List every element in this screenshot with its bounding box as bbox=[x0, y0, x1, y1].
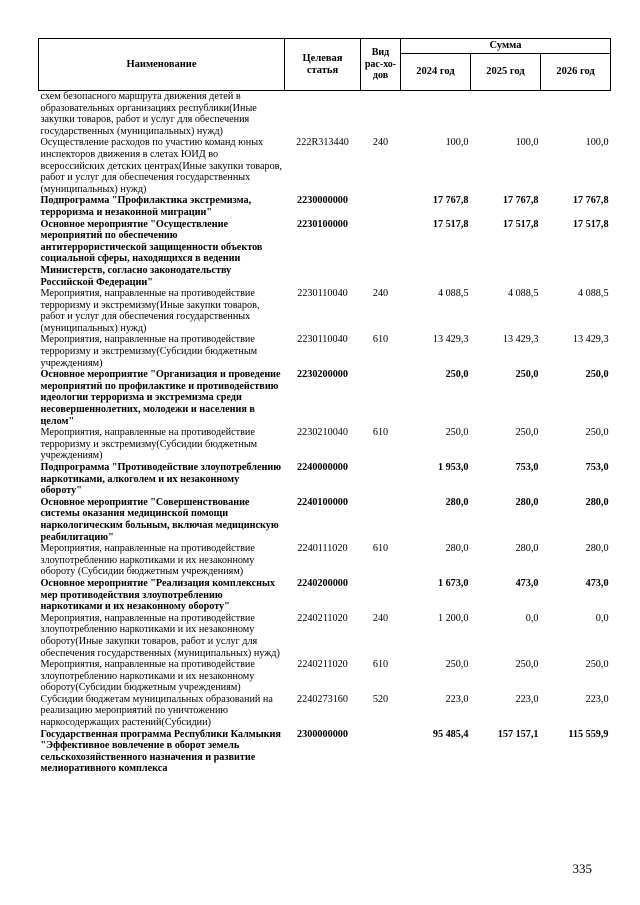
header-target: Целевая статья bbox=[285, 39, 361, 91]
row-value-2025: 280,0 bbox=[515, 543, 539, 555]
row-value-2026: 250,0 bbox=[585, 427, 609, 439]
row-target-code: 2240111020 bbox=[297, 543, 348, 555]
row-target-code: 2240273160 bbox=[297, 693, 348, 705]
row-value-2025: 0,0 bbox=[525, 612, 539, 624]
table-row bbox=[39, 462, 611, 497]
table-row bbox=[39, 543, 611, 578]
row-value-2024: 1 673,0 bbox=[437, 577, 469, 589]
row-value-2025: 473,0 bbox=[515, 577, 539, 589]
row-target-code bbox=[285, 91, 361, 138]
row-value-2025: 157 157,1 bbox=[497, 728, 539, 740]
table-row bbox=[39, 369, 611, 427]
header-year-2026: 2026 год bbox=[541, 54, 611, 91]
row-expense-type bbox=[361, 497, 401, 543]
row-target-code: 222R313440 bbox=[296, 137, 349, 149]
row-expense-type: 610 bbox=[372, 427, 389, 439]
row-expense-type bbox=[361, 578, 401, 613]
header-sum: Сумма bbox=[401, 39, 611, 54]
row-value-2025: 753,0 bbox=[515, 462, 539, 473]
row-value-2024: 250,0 bbox=[445, 369, 469, 381]
row-expense-type: 240 bbox=[372, 288, 389, 300]
table-row bbox=[39, 729, 611, 775]
row-value-2026: 250,0 bbox=[585, 369, 609, 381]
table-body bbox=[39, 91, 611, 776]
table-row bbox=[39, 91, 611, 138]
row-target-code: 2240000000 bbox=[297, 462, 348, 473]
row-target-code: 2240211020 bbox=[297, 659, 348, 671]
row-name: Мероприятия, направленные на противодействие злоупотреблению наркотиками и их незаконному обороту(Иные закупки товаров, работ и услуг для обеспечения государственных (муниципальных) нужд) bbox=[40, 612, 280, 659]
table-row bbox=[39, 334, 611, 369]
row-value-2026: 753,0 bbox=[585, 462, 609, 473]
row-value-2026: 4 088,5 bbox=[577, 288, 609, 300]
table-row bbox=[39, 219, 611, 289]
table-row bbox=[39, 694, 611, 729]
row-name: Субсидии бюджетам муниципальных образований на реализацию мероприятий по уничтожению наркосодержащих растений(Субсидии) bbox=[40, 693, 273, 729]
header-year-2024: 2024 год bbox=[401, 54, 471, 91]
row-expense-type: 520 bbox=[372, 693, 389, 705]
row-name: Основное мероприятие "Осуществление мероприятий по обеспечению антитеррористической защищенности объектов социальной сферы, находящихся в ведении Министерств, согласно законодательству Российской Федерации" bbox=[40, 218, 263, 288]
row-value-2024: 4 088,5 bbox=[437, 288, 469, 300]
row-value-2026: 280,0 bbox=[585, 543, 609, 555]
row-value-2025: 223,0 bbox=[515, 693, 539, 705]
row-name: Мероприятия, направленные на противодействие терроризму и экстремизму(Субсидии бюджетным учреждениям) bbox=[40, 334, 258, 369]
row-expense-type: 610 bbox=[372, 543, 389, 555]
row-value-2026: 115 559,9 bbox=[568, 728, 609, 740]
row-target-code: 2240200000 bbox=[297, 577, 348, 589]
header-year-2025: 2025 год bbox=[471, 54, 541, 91]
row-expense-type: 610 bbox=[372, 334, 389, 346]
row-value-2026 bbox=[541, 91, 611, 138]
table-row bbox=[39, 659, 611, 694]
row-target-code: 2240211020 bbox=[297, 612, 348, 624]
row-name: Основное мероприятие "Совершенствование системы оказания медицинской помощи наркологическим больным, включая медицинскую реабилитацию" bbox=[40, 496, 279, 543]
row-expense-type bbox=[361, 195, 401, 218]
row-target-code: 2230110040 bbox=[297, 334, 348, 346]
row-value-2026: 17 517,8 bbox=[572, 218, 609, 230]
table-row bbox=[39, 613, 611, 659]
row-value-2024: 250,0 bbox=[445, 427, 469, 439]
row-value-2026: 13 429,3 bbox=[572, 334, 609, 346]
row-name: Подпрограмма "Противодействие злоупотреблению наркотиками, алкоголем и их незаконному обороту" bbox=[40, 462, 282, 497]
table-row bbox=[39, 578, 611, 613]
row-expense-type bbox=[361, 91, 401, 138]
row-name: Мероприятия, направленные на противодействие злоупотреблению наркотиками и их незаконному обороту (Субсидии бюджетным учреждениям) bbox=[40, 543, 255, 578]
row-name: Мероприятия, направленные на противодействие злоупотреблению наркотиками и их незаконному обороту(Субсидии бюджетным учреждениям) bbox=[40, 659, 255, 694]
row-name: Государственная программа Республики Калмыкия "Эффективное вовлечение в оборот земель сельскохозяйственного назначения и развитие мелиоративного комплекса bbox=[40, 728, 281, 775]
row-name: Мероприятия, направленные на противодействие терроризму и экстремизму(Иные закупки товаров, работ и услуг для обеспечения государственных (муниципальных) нужд) bbox=[40, 288, 260, 334]
row-expense-type bbox=[361, 729, 401, 775]
table-row bbox=[39, 427, 611, 462]
table-row bbox=[39, 288, 611, 334]
row-value-2026: 473,0 bbox=[585, 577, 609, 589]
row-value-2026: 223,0 bbox=[585, 693, 609, 705]
row-target-code: 2230210040 bbox=[297, 427, 348, 439]
row-value-2025: 17 767,8 bbox=[502, 195, 539, 207]
table-row bbox=[39, 137, 611, 195]
row-value-2024: 280,0 bbox=[445, 543, 469, 555]
row-name: Мероприятия, направленные на противодействие терроризму и экстремизму(Субсидии бюджетным учреждениям) bbox=[40, 427, 258, 462]
row-target-code: 2230200000 bbox=[297, 369, 348, 381]
row-expense-type bbox=[361, 369, 401, 427]
row-value-2024 bbox=[401, 91, 471, 138]
row-value-2024: 1 953,0 bbox=[437, 462, 469, 473]
row-target-code: 2230000000 bbox=[297, 195, 348, 207]
row-value-2026: 250,0 bbox=[585, 659, 609, 671]
row-expense-type: 240 bbox=[372, 612, 389, 624]
budget-table-container bbox=[38, 38, 610, 775]
row-expense-type bbox=[361, 219, 401, 289]
row-expense-type: 240 bbox=[372, 137, 389, 149]
row-value-2024: 95 485,4 bbox=[432, 728, 469, 740]
row-name: Основное мероприятие "Организация и проведение мероприятий по профилактике и противодействию идеологии терроризма и экстремизма среди несовершеннолетних, молодежи и населения в целом" bbox=[40, 369, 281, 427]
row-value-2025: 250,0 bbox=[515, 369, 539, 381]
row-value-2026: 17 767,8 bbox=[572, 195, 609, 207]
row-value-2026: 100,0 bbox=[585, 137, 609, 149]
row-name: Осуществление расходов по участию команд юных инспекторов движения в слетах ЮИД во всероссийских детских центрах(Иные закупки товаров, работ и услуг для обеспечения государственных (муниципальных) нужд) bbox=[40, 137, 283, 195]
row-value-2025: 13 429,3 bbox=[502, 334, 539, 346]
row-value-2024: 13 429,3 bbox=[432, 334, 469, 346]
row-target-code: 2240100000 bbox=[297, 496, 348, 508]
row-value-2025: 100,0 bbox=[515, 137, 539, 149]
row-expense-type: 610 bbox=[372, 659, 389, 671]
row-target-code: 2300000000 bbox=[297, 728, 348, 740]
row-value-2025 bbox=[471, 91, 541, 138]
row-value-2025: 250,0 bbox=[515, 427, 539, 439]
row-value-2024: 223,0 bbox=[445, 693, 469, 705]
header-name: Наименование bbox=[39, 39, 285, 91]
row-target-code: 2230110040 bbox=[297, 288, 348, 300]
row-value-2025: 4 088,5 bbox=[507, 288, 539, 300]
row-expense-type bbox=[361, 462, 401, 497]
row-value-2024: 250,0 bbox=[445, 659, 469, 671]
row-value-2025: 17 517,8 bbox=[502, 218, 539, 230]
row-value-2024: 100,0 bbox=[445, 137, 469, 149]
row-target-code: 2230100000 bbox=[297, 218, 348, 230]
row-name: схем безопасного маршрута движения детей в образовательных организациях республики(Иные закупки товаров, работ и услуг для обеспечения государственных (муниципальных) нужд) bbox=[40, 91, 257, 137]
row-value-2025: 250,0 bbox=[515, 659, 539, 671]
row-value-2024: 1 200,0 bbox=[437, 612, 469, 624]
page-number: 335 bbox=[572, 861, 592, 876]
table-header bbox=[39, 39, 611, 91]
table-row bbox=[39, 497, 611, 543]
row-value-2026: 0,0 bbox=[595, 612, 609, 624]
budget-table bbox=[38, 38, 611, 775]
row-value-2024: 280,0 bbox=[445, 496, 469, 508]
row-name: Подпрограмма "Профилактика экстремизма, терроризма и незаконной миграции" bbox=[40, 195, 252, 218]
row-value-2024: 17 517,8 bbox=[432, 218, 469, 230]
row-value-2026: 280,0 bbox=[585, 496, 609, 508]
row-name: Основное мероприятие "Реализация комплексных мер противодействия злоупотреблению наркотиками и их незаконному обороту" bbox=[40, 577, 276, 613]
row-value-2024: 17 767,8 bbox=[432, 195, 469, 207]
table-row bbox=[39, 195, 611, 218]
header-vid: Вид рас-хо-дов bbox=[361, 39, 401, 91]
row-value-2025: 280,0 bbox=[515, 496, 539, 508]
